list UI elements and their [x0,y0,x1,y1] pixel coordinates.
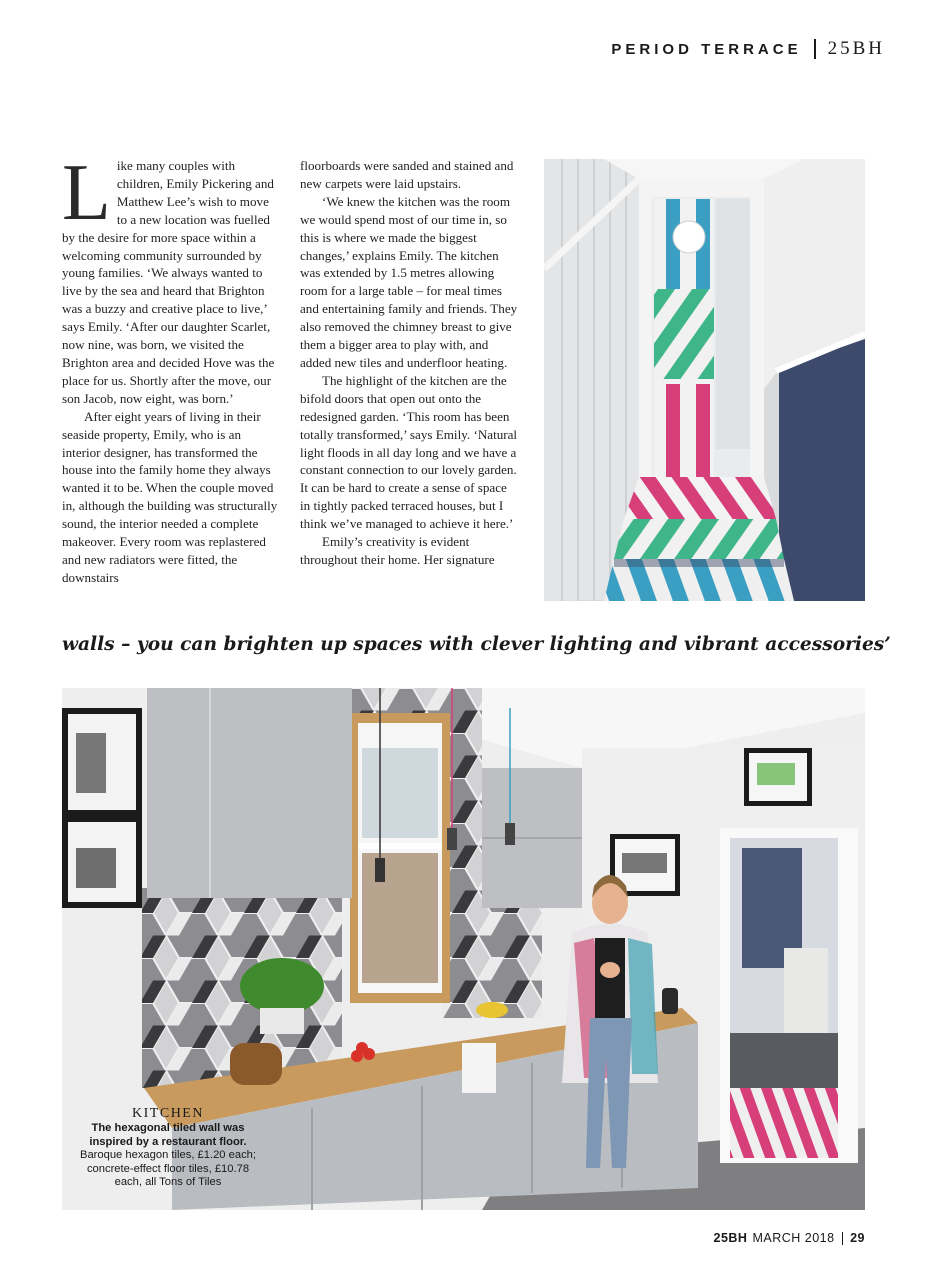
hallway-illustration [544,159,865,601]
section-title: PERIOD TERRACE [611,40,802,58]
footer-brand: 25BH [713,1231,748,1245]
page-header [611,38,885,60]
magazine-logo: 25BH [827,38,885,59]
paragraph-text: ike many couples with children, Emily Pickering and Matthew Lee’s wish to move to a new location was fuelled by the desire for more space within a welcoming community surrounded by young families. ‘We always wanted to live by the sea and heard that Brighton was a buzzy and creative place to live,’ says Emily. ‘After our daughter Scarlet, now nine, was born, we visited the Brighton area and decided Hove was the place for us. Shortly after the move, our son Jacob, now eight, was born.’ [62,158,275,406]
caption-headline: The hexagonal tiled wall was inspired by a restaurant floor. [89,1122,247,1148]
page-number: 29 [850,1231,865,1245]
photo-caption [78,1106,258,1190]
article-column-2 [300,157,518,569]
article-paragraph: After eight years of living in their seaside property, Emily, who is an interior designer, has transformed the house into the family home they always wanted it to be. When the couple moved in, although the building was structurally sound, the interior needed a complete makeover. Every room was replastered and new radiators were fitted, the downstairs [62,408,278,585]
article-paragraph: The highlight of the kitchen are the bifold doors that open out onto the redesigned garden. ‘This room has been totally transformed,’ says Emily. ‘Natural light floods in all day long and we have a constant connection to our lovely garden. It can be hard to create a sense of space in tightly packed terraced houses, but I think we’ve managed to achieve it here.’ [300,372,518,532]
article-column-1 [62,149,280,587]
hallway-photo [544,159,865,601]
pull-quote: walls – you can brighten up spaces with clever lighting and vibrant accessories’ [62,634,891,655]
caption-details: Baroque hexagon tiles, £1.20 each; concrete-effect floor tiles, £10.78 each, all Tons of Tiles [79,1149,257,1188]
footer-issue-date: MARCH 2018 [752,1231,835,1245]
article-paragraph [62,149,280,408]
drop-cap: L [62,149,111,237]
article-paragraph: floorboards were sanded and stained and new carpets were laid upstairs. [300,158,514,191]
article-paragraph: ‘We knew the kitchen was the room we would spend most of our time in, so this is where we made the biggest changes,’ explains Emily. The kitchen was extended by 1.5 metres allowing room for a large table – for meal times and entertaining family and friends. They also removed the chimney breast to give them a bigger area to play with, and added new tiles and underfloor heating. [300,193,518,370]
article-paragraph: Emily’s creativity is evident throughout their home. Her signature [300,534,495,567]
header-divider [814,39,816,59]
footer-divider [842,1232,844,1245]
page-footer [714,1231,866,1245]
caption-title: KITCHEN [132,1106,204,1121]
